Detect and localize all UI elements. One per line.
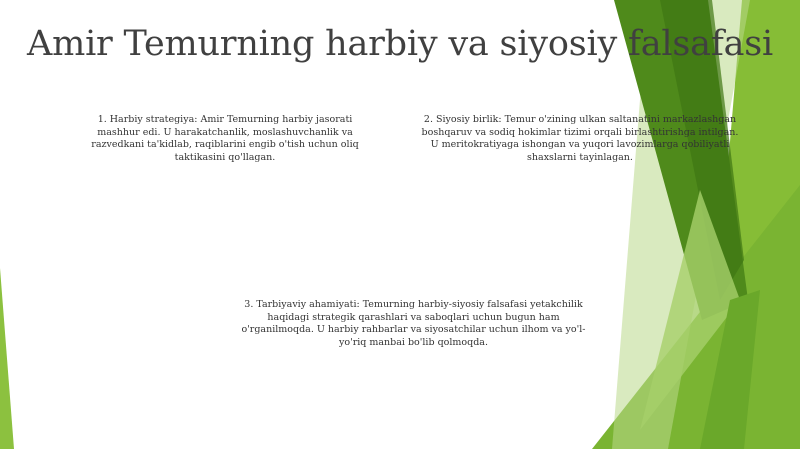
- slide-title: Amir Temurning harbiy va siyosiy falsafasi: [27, 24, 773, 64]
- left-green-sliver: [0, 268, 14, 449]
- point-educational-significance: 3. Tarbiyaviy ahamiyati: Temurning harbiy-siyosiy falsafasi yetakchilik haqidagi strategik qarashlari va saboqlari uchun bugun ham o'rganilmoqda. U harbiy rahbarlar va siyosatchilar uchun ilhom va yo'l-yo'riq manbai bo'lib qolmoqda.: [241, 299, 586, 348]
- point-military-strategy: 1. Harbiy strategiya: Amir Temurning harbiy jasorati mashhur edi. U harakatchanlik, moslashuvchanlik va razvedkani ta'kidlab, raqiblarini engib o'tish uchun oliq taktikasini qo'llagan.: [91, 114, 359, 163]
- point-political-unity: 2. Siyosiy birlik: Temur o'zining ulkan saltanatini markazlashgan boshqaruv va sodiq hokimlar tizimi orqali birlashtirishga intilgan. U meritokratiyaga ishongan va yuqori lavozimlarga qobiliyatli shaxslarni tayinlagan.: [421, 114, 739, 163]
